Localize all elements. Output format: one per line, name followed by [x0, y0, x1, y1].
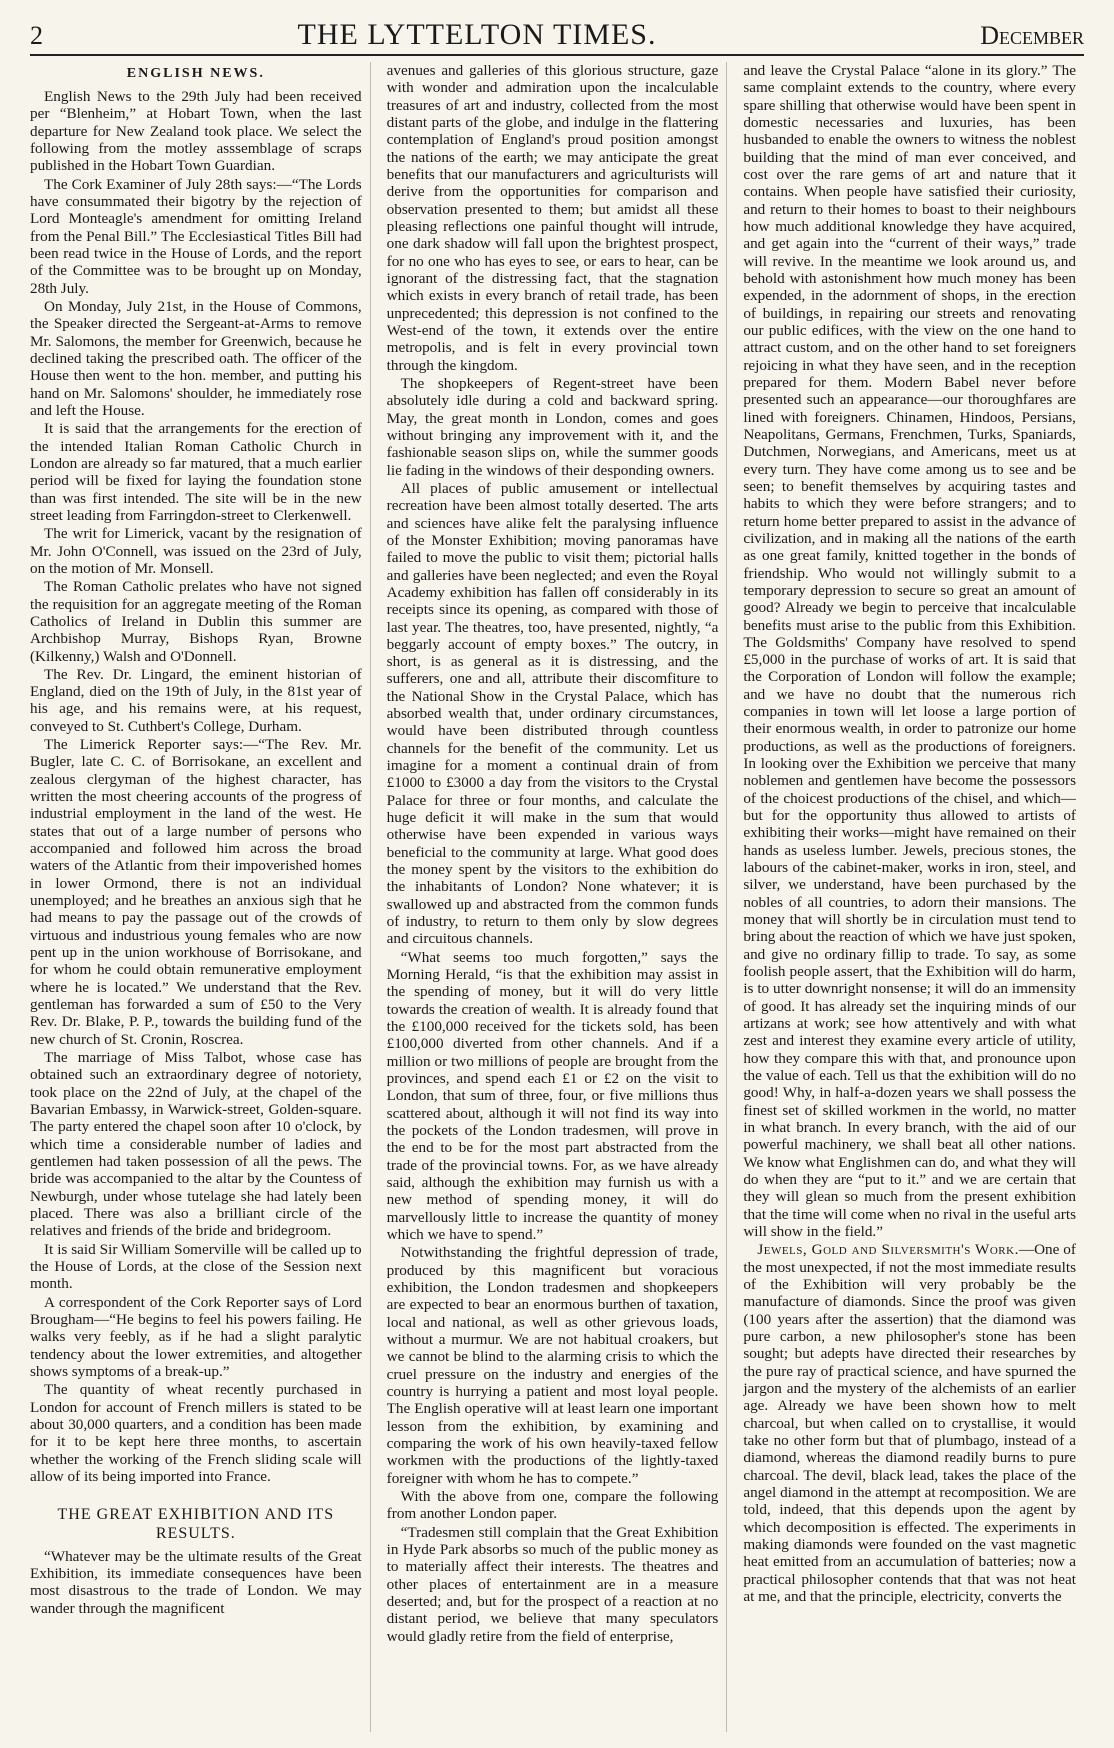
paragraph: The Rev. Dr. Lingard, the eminent historian of England, died on the 19th of July, in the 81st year of his age, and his remains were, at his request, conveyed to St. Cuthbert's College, Durham.	[30, 665, 362, 735]
paragraph: “Whatever may be the ultimate results of the Great Exhibition, its immediate consequences have been most disastrous to the trade of London. We may wander through the magnificent	[30, 1547, 362, 1617]
jewels-paragraph	[743, 1241, 1076, 1605]
paragraph: English News to the 29th July had been received per “Blenheim,” at Hobart Town, when the last departure for New Zealand took place. We select the following from the motley asssemblage of scraps published in the Hobart Town Guardian.	[30, 88, 362, 175]
paragraph: A correspondent of the Cork Reporter says of Lord Brougham—“He begins to feel his powers failing. He walks very feebly, as if he had a slight paralytic tendency about the lower extremities, and altogether shows symptoms of a break-up.”	[30, 1293, 362, 1380]
paragraph: The Limerick Reporter says:—“The Rev. Mr. Bugler, late C. C. of Borrisokane, an excellent and zealous clergyman of the highest character, has written the most cheering accounts of the progress of industrial employment in the land of the west. He states that out of a large number of persons who accompanied and followed him across the broad waters of the Atlantic from their impoverished homes in lower Ormond, there is not an individual unemployed; and he breathes an anxious sigh that he had means to pay the passage out of the crowds of virtuous and industrious young females who are now pent up in the union workhouse of Borrisokane, and for whom he could obtain remunerative employment where he is located.” We understand that the Rev. gentleman has forwarded a sum of £50 to the Very Rev. Dr. Blake, P. P., towards the building fund of the new church of St. Cronin, Roscrea.	[30, 736, 362, 1048]
column-1	[30, 62, 371, 1732]
column-3	[743, 62, 1084, 1732]
paragraph: The shopkeepers of Regent-street have been absolutely idle during a cold and backward spring. May, the great month in London, comes and goes without bringing any improvement with it, and the fashionable season slips on, while the summer goods lie fading in the windows of their desponding owners.	[386, 374, 719, 479]
paragraph: All places of public amusement or intellectual recreation have been almost totally deserted. The arts and sciences have alike felt the paralysing influence of the Monster Exhibition; moving panoramas have failed to move the public to visit them; pictorial halls and galleries have been neglected; and even the Royal Academy exhibition has fallen off considerably in its receipts since its opening, as compared with those of last year. The theatres, too, have presented, nightly, “a beggarly account of empty boxes.” The outcry, in short, is as general as it is distressing, and the sufferers, one and all, attribute their discomfiture to the National Show in the Crystal Palace, which has absorbed wealth that, under ordinary circumstances, would have been distributed through countless channels for the benefit of the community. Let us imagine for a moment a continual drain of from £1000 to £3000 a day from the visitors to the Crystal Palace for three or four months, and calculate the huge deficit it will make in the sum that would otherwise have been expended in various ways beneficial to the community at large. What good does the money spent by the visitors to the exhibition do the inhabitants of London? None whatever; it is swallowed up and abstracted from the common funds of industry, to return to them only by slow degrees and circuitous channels.	[386, 479, 719, 948]
paragraph: The Roman Catholic prelates who have not signed the requisition for an aggregate meeting of the Roman Catholics of Ireland in Dublin this summer are Archbishop Murray, Bishops Ryan, Browne (Kilkenny,) Walsh and O'Donnell.	[30, 578, 362, 665]
lead-heading-jewels: Jewels, Gold and Silversmith's Work.	[757, 1241, 1019, 1259]
newspaper-title: THE LYTTELTON TIMES.	[297, 18, 657, 51]
paragraph: avenues and galleries of this glorious structure, gaze with wonder and admiration upon the incalculable treasures of art and industry, collected from the most distant parts of the globe, and indulge in the flattering contemplation of England's proud position amongst the nations of the earth; we may anticipate the great benefits that our manufacturers and agriculturists will derive from the opportunities for comparison and observation presented to them; but amidst all these pleasing reflections one painful thought will intrude, one dark shadow will fall upon the brightest prospect, for no one who has eyes to see, or ears to hear, can be ignorant of the distressing fact, that the stagnation which exists in every branch of retail trade, has been unprecedented; this depression is not confined to the West-end of the town, it extends over the entire metropolis, and is felt in every provincial town through the kingdom.	[386, 62, 719, 374]
paragraph: The quantity of wheat recently purchased in London for account of French millers is stated to be about 30,000 quarters, and a condition has been made for it to be kept here three months, to ascertain whether the working of the French sliding scale will allow of its being imported into France.	[30, 1381, 362, 1485]
paragraph: Notwithstanding the frightful depression of trade, produced by this magnificent but voracious exhibition, the London tradesmen and shopkeepers are expected to bear an enormous burthen of taxation, local and national, as well as other grievous loads, without a murmur. We are not habitual croakers, but we cannot be blind to the alarming crisis to which the cruel pressure on the industry and energies of the country is hurrying a patient and most loyal people. The English operative will at least learn one important lesson from the exhibition, by examining and comparing the work of his own heavily-taxed fellow workmen with the productions of the lightly-taxed foreigner with whom he has to compete.”	[386, 1244, 719, 1487]
section-heading-english-news: ENGLISH NEWS.	[126, 66, 265, 81]
issue-date: December	[980, 21, 1084, 50]
paragraph: It is said Sir William Somerville will be called up to the House of Lords, at the close of the Session next month.	[30, 1240, 362, 1293]
paragraph: The marriage of Miss Talbot, whose case has obtained such an extraordinary degree of notoriety, took place on the 22nd of July, at the chapel of the Bavarian Embassy, in Warwick-street, Golden-square. The party entered the chapel soon after 10 o'clock, by which time a considerable number of ladies and gentlemen had taken possession of all the pews. The bride was accompanied to the altar by the Countess of Newburgh, under whose tutelage she had lately been placed. There was also a brilliant circle of the relatives and friends of the bride and bridegroom.	[30, 1049, 362, 1240]
paragraph: The Cork Examiner of July 28th says:—“The Lords have consummated their bigotry by the rejection of Lord Monteagle's amendment for omitting Ireland from the Penal Bill.” The Ecclesiastical Titles Bill had been read twice in the House of Lords, and the report of the Committee was to be brought up on Monday, 28th July.	[30, 175, 362, 297]
page-number: 2	[30, 21, 43, 50]
paragraph: and leave the Crystal Palace “alone in its glory.” The same complaint extends to the country, where every spare shilling that otherwise would have been spent in domestic necessaries and luxuries, has been husbanded to enable the owners to witness the noblest building that the mind of man ever conceived, and cost over the rare gems of art and nature that it contains. When people have satisfied their curiosity, and return to their homes to boast to their neighbours how much additional knowledge they have acquired, and get again into the “current of their ways,” trade will revive. In the meantime we look around us, and behold with astonishment how much money has been expended, in the adornment of shops, in the erection of buildings, in repairing our streets and renovating our public edifices, with the view on the one hand to attract custom, and on the other hand to set foreigners rejoicing in what they have seen, and in the reception prepared for them. Modern Babel never before presented such an appearance—our thoroughfares are lined with foreigners. Chinamen, Hindoos, Persians, Neapolitans, Germans, Frenchmen, Turks, Spaniards, Dutchmen, Norwegians, and Americans, meet us at every turn. They have come among us to see and be seen; to benefit themselves by acquiring tastes and habits to which they were before strangers; and to return home better prepared to assist in the advance of civilization, and in making all the nations of the earth as one great family, knitted together in the bonds of friendship. Who would not willingly submit to a temporary depression to secure so great an amount of good? Already we begin to perceive that incalculable benefits must arise to the public from this Exhibition. The Goldsmiths' Company have resolved to spend £5,000 in the purchase of works of art. It is said that the Corporation of London will follow the example; and we have no doubt that the numerous rich companies in town will let loose a large portion of their enormous wealth, in order to patronize our home productions, as well as the productions of foreigners. In looking over the Exhibition we perceive that many noblemen and gentlemen have become the possessors of the choicest productions of the chisel, and which—but for the opportunity thus allowed to artists of exhibiting their works—might have remained on their hands as useless lumber. Jewels, precious stones, the labours of the cabinet-maker, works in iron, steel, and silver, we understand, have been purchased by the nobles of all countries, to adorn their mansions. The money that will shortly be in circulation must tend to bring about the reaction of which we have just spoken, and give no ordinary fillip to trade. To say, as some foolish people assert, that the Exhibition will do harm, is to utter downright nonsense; it will do an immensity of good. It has already set the inquiring minds of our artizans at work; see how attentively and with what zest and interest they examine every article of utility, how they compare this with that, and pronounce upon the value of each. Tell us that the exhibition will do no good! Why, in half-a-dozen years we shall possess the finest set of skilled workmen in the world, no matter in what branch. In every branch, with the aid of our powerful machinery, we shall beat all other nations. We know what Englishmen can do, and what they will do when they are “put to it.” and we are certain that they will glean so much from the present exhibition that the time will come when no rival in the useful arts will show in the field.”	[743, 62, 1076, 1240]
paragraph: The writ for Limerick, vacant by the resignation of Mr. John O'Connell, was issued on the 23rd of July, on the motion of Mr. Monsell.	[30, 525, 362, 577]
paragraph: “Tradesmen still complain that the Great Exhibition in Hyde Park absorbs so much of the public money as to materially affect their interests. The theatres and other places of entertainment are in a measure deserted; and, but for the prospect of a reaction at no distant period, we believe that many speculators would gladly retire from the field of enterprise,	[386, 1523, 719, 1645]
paragraph: “What seems too much forgotten,” says the Morning Herald, “is that the exhibition may assist in the spending of money, but it will do very little towards the creation of wealth. It is already found that the £100,000 received for the tickets sold, has been £100,000 diverted from other channels. And if a million or two millions of people are brought from the provinces, and spend each £1 or £2 on the visit to London, that sum of three, four, or five millions thus scattered about, although it will not find its way into the pockets of the London tradesmen, will prove in the end to be for the most part abstracted from the trade of the provincial towns. For, as we have already said, although the exhibition may furnish us with a new method of spending money, it will do marvellously little to increase the quantity of money which we have to spend.”	[386, 948, 719, 1243]
paragraph: On Monday, July 21st, in the House of Commons, the Speaker directed the Sergeant-at-Arms to remove Mr. Salomons, the member for Greenwich, because he declined taking the prescribed oath. The officer of the House then went to the hon. member, and putting his hand on Mr. Salomons' shoulder, he immediately rose and left the House.	[30, 297, 362, 419]
section-heading-great-exhibition: THE GREAT EXHIBITION AND ITS RESULTS.	[57, 1506, 335, 1543]
masthead	[30, 18, 1084, 56]
column-2	[387, 62, 728, 1732]
paragraph: With the above from one, compare the following from another London paper.	[386, 1487, 719, 1523]
jewels-text: —One of the most unexpected, if not the most immediate results of the Exhibition will very probably be the manufacture of diamonds. Since the proof was given (100 years after the assertion) that the diamond was pure carbon, a new philosopher's stone has been sought; but adepts have directed their researches by the pure ray of practical science, and have spurned the jargon and the mystery of the alchemists of an earlier age. Already we have been shown how to melt charcoal, but when called on to crystallise, it would take no other form but that of plumbago, instead of a diamond, whereas the diamond readily burns to pure charcoal. The devil, black lead, takes the place of the angel diamond in the attempt at recomposition. We are told, indeed, that this depends upon the agent by which decomposition is effected. The experiments in making diamonds were founded on the vast magnetic heat emitted from an accumulation of batteries; now a practical philosopher contends that that was not heat at me, and that the principle, electricity, converts the	[743, 1241, 1076, 1605]
paragraph: It is said that the arrangements for the erection of the intended Italian Roman Catholic Church in London are already so far matured, that a much earlier period will be fixed for laying the foundation stone than was first intended. The site will be in the new street leading from Farringdon-street to Clerkenwell.	[30, 420, 362, 524]
article-columns	[30, 62, 1084, 1732]
